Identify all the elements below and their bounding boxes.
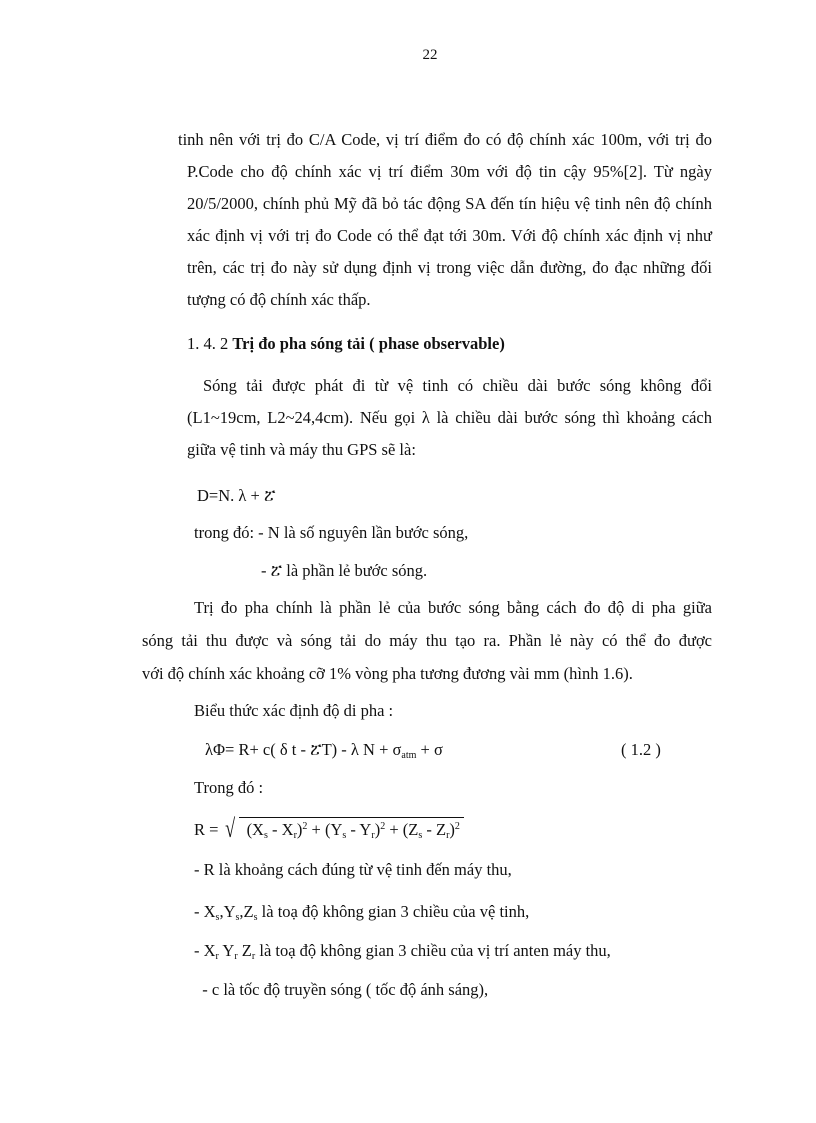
expression-intro: Biểu thức xác định độ di pha : <box>194 701 394 720</box>
section-title: Trị đo pha sóng tải ( phase observable) <box>232 334 505 353</box>
para1-line5: trên, các trị đo này sử dụng định vị trong việc dẫn đường, đo đạc những đối <box>187 258 712 277</box>
item-r: - R là khoảng cách đúng từ vệ tinh đến máy thu, <box>194 860 512 879</box>
formula-d: D=N. λ + ፘ <box>197 486 276 505</box>
trong-do-label: Trong đó : <box>194 778 264 797</box>
section-heading <box>187 334 505 354</box>
item-satellite-coords: - $X_s,Y_s,Z_s$ là toạ độ không gian 3 chiều của vệ tinh, <box>194 902 530 923</box>
sqrt-bar <box>239 817 464 818</box>
item-receiver-coords: - $X_r$ $Y_r$ $Z_r$ là toạ độ không gian 3 chiều của vị trí anten máy thu, <box>194 941 611 962</box>
para1-line1: tinh nên với trị đo C/A Code, vị trí điểm đo có độ chính xác 100m, với trị đo <box>178 130 712 149</box>
para3-line2: sóng tải thu được và sóng tải do máy thu tạo ra. Phần lẻ này có thể đo được <box>142 631 712 650</box>
equation-phase <box>205 740 715 761</box>
para1-line2: P.Code cho độ chính xác vị trí điểm 30m với độ tin cậy 95%[2]. Từ ngày <box>187 162 712 181</box>
para3-line1: Trị đo pha chính là phần lẻ của bước sóng bằng cách đo độ di pha giữa <box>194 598 712 617</box>
equation-r <box>194 814 460 843</box>
equation-r-lhs: R = <box>194 820 223 839</box>
para2-line1: Sóng tải được phát đi từ vệ tinh có chiều dài bước sóng không đổi <box>203 376 712 395</box>
sqrt-sign: √ <box>224 814 235 843</box>
para1-line4: xác định vị với trị đo Code có thể đạt tới 30m. Với độ chính xác định vị như <box>187 226 712 245</box>
atm-subscript: atm <box>401 750 417 761</box>
para3-line3: với độ chính xác khoảng cỡ 1% vòng pha tương đương vài mm (hình 1.6). <box>142 664 633 683</box>
where-line1: trong đó: - N là số nguyên lần bước sóng, <box>194 523 469 542</box>
equation-phase-body: λΦ= R+ c( δ t - ፘT) - λ N + σ <box>205 740 402 759</box>
sqrt-expression: √ $(X_s - X_r)^2 + (Y_s - Y_r)^2 + (Z_s - Z_r)^2$ <box>223 820 460 841</box>
para2-line3: giữa vệ tinh và máy thu GPS sẽ là: <box>187 440 416 459</box>
para2-line2: (L1~19cm, L2~24,4cm). Nếu gọi λ là chiều dài bước sóng thì khoảng cách <box>187 408 712 427</box>
item-speed: - c là tốc độ truyền sóng ( tốc độ ánh sáng), <box>194 980 489 999</box>
para1-line3: 20/5/2000, chính phủ Mỹ đã bỏ tác động SA đến tín hiệu vệ tinh nên độ chính <box>187 194 712 213</box>
where-line2: - ፘ là phần lẻ bước sóng. <box>261 561 428 580</box>
equation-phase-tail: + σ <box>416 740 443 759</box>
para1-line6: tượng có độ chính xác thấp. <box>187 290 371 309</box>
page-number: 22 <box>422 47 438 63</box>
equation-number: ( 1.2 ) <box>621 740 661 759</box>
section-number: 1. 4. 2 <box>187 334 233 353</box>
